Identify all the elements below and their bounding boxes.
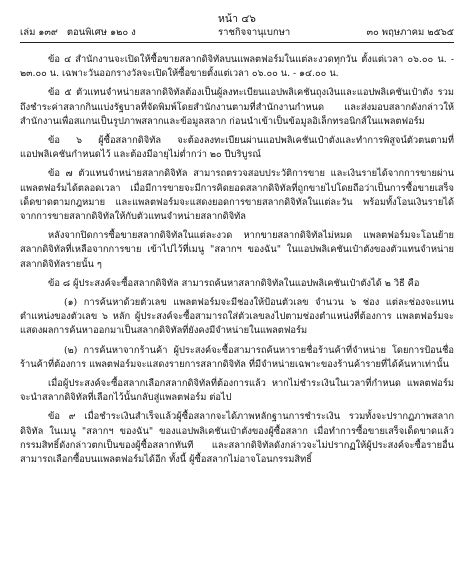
clause-6: ข้อ ๖ ผู้ซื้อสลากดิจิทัล จะต้องลงทะเบียนผ่านแอปพลิเคชันเป๋าตังและทำการพิสูจน์ตัวตนตามที่แอปพลิเคชันกำหนดไว้ และต้องมีอายุไม่ต่ำกว่า ๒๐ ปีบริบูรณ์ xyxy=(20,135,454,161)
page-number: หน้า ๔๖ xyxy=(218,13,256,25)
clause-5: ข้อ ๕ ตัวแทนจำหน่ายสลากดิจิทัลต้องเป็นผู้ลงทะเบียนแอปพลิเคชันถุงเงินและแอปพลิเคชันเป๋าตัง รวมถึงชำระค่าสลากกินแบ่งรัฐบาลที่จัดพิมพ์โดยสำนักงานตามที่สำนักงานกำหนด และส่งมอบสลากดังกล่าวให้สำนักงานเพื่อสแกนเป็นรูปภาพสลากและข้อมูลสลาก ก่อนนำเข้าเป็นข้อมูลอิเล็กทรอนิกส์ในแพลตฟอร์ม xyxy=(20,87,454,127)
gazette-header xyxy=(20,26,454,43)
document-body xyxy=(20,53,454,467)
clause-8-item-1: (๑) การค้นหาด้วยตัวเลข แพลตฟอร์มจะมีช่องให้ป้อนตัวเลข จำนวน ๖ ช่อง แต่ละช่องจะแทนตำแหน่งของตัวเลข ๖ หลัก ผู้ประสงค์จะซื้อสามารถใส่ตัวเลขลงไปตามช่องตำแหน่งที่ต้องการ แพลตฟอร์มจะแสดงผลการค้นหาออกมาเป็นสลากดิจิทัลที่ยังคงมีจำหน่ายในแพลตฟอร์ม xyxy=(20,297,454,337)
clause-8-item-2: (๒) การค้นหาจากร้านค้า ผู้ประสงค์จะซื้อสามารถค้นหารายชื่อร้านค้าที่จำหน่าย โดยการป้อนชื่อร้านค้าที่ต้องการ แพลตฟอร์มจะแสดงรายการสลากดิจิทัล ที่มีจำหน่ายเฉพาะของร้านค้ารายที่ได้ค้นหาเท่านั้น xyxy=(20,344,454,370)
clause-9: ข้อ ๙ เมื่อชำระเงินสำเร็จแล้วผู้ซื้อสลากจะได้ภาพหลักฐานการชำระเงิน รวมทั้งจะปรากฏภาพสลากดิจิทัล ในเมนู "สลากฯ ของฉัน" ของแอปพลิเคชันเป๋าตังของผู้ซื้อสลาก เมื่อทำการซื้อขายเสร็จเด็ดขาดแล้ว กรรมสิทธิ์ดังกล่าวตกเป็นของผู้ซื้อสลากทันที และสลากดิจิทัลดังกล่าวจะไม่ปรากฏให้ผู้ประสงค์จะซื้อรายอื่นสามารถเลือกซื้อบนแพลตฟอร์มได้อีก ทั้งนี้ ผู้ซื้อสลากไม่อาจโอนกรรมสิทธิ์ xyxy=(20,411,454,466)
clause-4: ข้อ ๔ สำนักงานจะเปิดให้ซื้อขายสลากดิจิทัลบนแพลตฟอร์มในแต่ละงวดทุกวัน ตั้งแต่เวลา ๐๖.๐๐ น. - ๒๓.๐๐ น. เฉพาะวันออกรางวัลจะเปิดให้ซื้อขายตั้งแต่เวลา ๐๖.๐๐ น. - ๑๔.๐๐ น. xyxy=(20,54,454,80)
clause-8-continued: เมื่อผู้ประสงค์จะซื้อสลากเลือกสลากดิจิทัลที่ต้องการแล้ว หากไม่ชำระเงินในเวลาที่กำหนด แพลตฟอร์มจะนำสลากดิจิทัลที่เลือกไว้นั้นกลับสู่แพลตฟอร์ม ต่อไป xyxy=(20,378,454,404)
clause-7-continued: หลังจากปิดการซื้อขายสลากดิจิทัลในแต่ละงวด หากขายสลากดิจิทัลไม่หมด แพลตฟอร์มจะโอนย้ายสลากดิจิทัลที่เหลือจากการขาย เข้าไปไว้ที่เมนู "สลากฯ ของฉัน" ในแอปพลิเคชันเป๋าตังของตัวแทนจำหน่ายสลากดิจิทัลรายนั้น ๆ xyxy=(20,230,454,270)
volume-number: เล่ม ๑๓๙ xyxy=(20,27,58,38)
issue-date: ๓๐ พฤษภาคม ๒๕๖๕ xyxy=(366,27,454,38)
clause-7: ข้อ ๗ ตัวแทนจำหน่ายสลากดิจิทัล สามารถตรวจสอบประวัติการขาย และเงินรายได้จากการขายผ่านแพลตฟอร์มได้ตลอดเวลา เมื่อมีการขายจะมีการคิดยอดสลากดิจิทัลที่ถูกขายไปโดยถือว่าเป็นการซื้อขายเสร็จเด็ดขาดตามกฎหมาย และแพลตฟอร์มจะแสดงยอดการขายสลากดิจิทัลในแต่ละวัน พร้อมทั้งโอนเงินรายได้จากการขายสลากดิจิทัลให้กับตัวแทนจำหน่ายสลากดิจิทัล xyxy=(20,168,454,223)
clause-8: ข้อ ๘ ผู้ประสงค์จะซื้อสลากดิจิทัล สามารถค้นหาสลากดิจิทัลในแอปพลิเคชันเป๋าตังได้ ๒ วิธี คือ xyxy=(48,277,420,289)
header-left xyxy=(20,26,142,40)
section-number: ตอนพิเศษ ๑๒๐ ง xyxy=(66,27,136,38)
gazette-title: ราชกิจจานุเบกษา xyxy=(218,27,291,38)
